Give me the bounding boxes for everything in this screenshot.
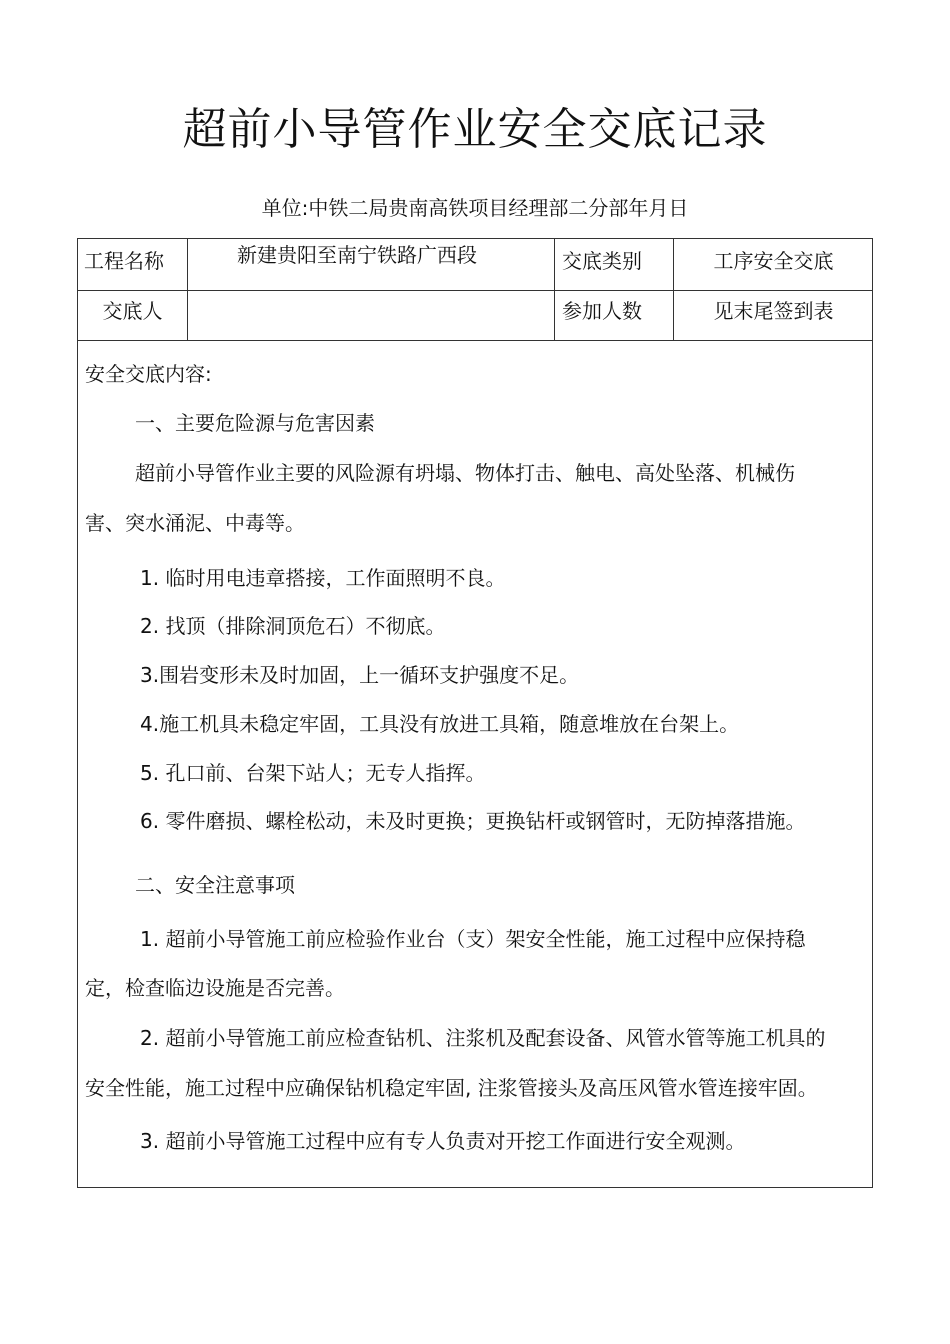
section-title-hazards: 一、主要危险源与危害因素: [135, 411, 375, 435]
hazard-item: 2. 找顶（排除洞顶危石）不彻底。: [140, 614, 446, 638]
hazards-intro-line: 超前小导管作业主要的风险源有坍塌、物体打击、触电、高处坠落、机械伤: [135, 461, 795, 485]
hazard-item: 6. 零件磨损、螺栓松动，未及时更换；更换钻杆或钢管时，无防掉落措施。: [140, 809, 806, 833]
attendee-count-value: 见末尾签到表: [713, 299, 834, 323]
briefing-type-label: 交底类别: [562, 249, 642, 273]
precaution-item-line: 安全性能，施工过程中应确保钻机稳定牢固, 注浆管接头及高压风管水管连接牢固。: [85, 1076, 818, 1100]
precaution-item-line: 2. 超前小导管施工前应检查钻机、注浆机及配套设备、风管水管等施工机具的: [140, 1026, 826, 1050]
precaution-item-line: 定，检查临边设施是否完善。: [85, 976, 345, 1000]
project-name-value: 新建贵阳至南宁铁路广西段: [237, 243, 477, 267]
hazard-item: 4.施工机具未稳定牢固，工具没有放进工具箱，随意堆放在台架上。: [140, 712, 740, 736]
section-title-precautions: 二、安全注意事项: [135, 873, 295, 897]
content-heading: 安全交底内容:: [85, 362, 212, 386]
hazard-item: 1. 临时用电违章搭接，工作面照明不良。: [140, 566, 506, 590]
attendee-count-label: 参加人数: [562, 299, 642, 323]
row-divider: [78, 290, 872, 291]
project-name-label: 工程名称: [84, 249, 164, 273]
precaution-item-line: 3. 超前小导管施工过程中应有专人负责对开挖工作面进行安全观测。: [140, 1129, 746, 1153]
precaution-item-line: 1. 超前小导管施工前应检验作业台（支）架安全性能，施工过程中应保持稳: [140, 927, 806, 951]
briefing-record-table: [77, 238, 873, 1188]
unit-date-line: 单位:中铁二局贵南高铁项目经理部二分部年月日: [261, 196, 689, 220]
briefing-type-value: 工序安全交底: [713, 249, 834, 273]
document-title: 超前小导管作业安全交底记录: [182, 104, 768, 155]
briefing-content: [78, 341, 874, 1187]
briefer-label: 交底人: [102, 299, 163, 323]
hazards-intro-line: 害、突水涌泥、中毒等。: [85, 511, 305, 535]
column-divider: [554, 239, 555, 341]
column-divider: [187, 239, 188, 341]
hazard-item: 3.围岩变形未及时加固，上一循环支护强度不足。: [140, 663, 580, 687]
hazard-item: 5. 孔口前、台架下站人；无专人指挥。: [140, 761, 486, 785]
